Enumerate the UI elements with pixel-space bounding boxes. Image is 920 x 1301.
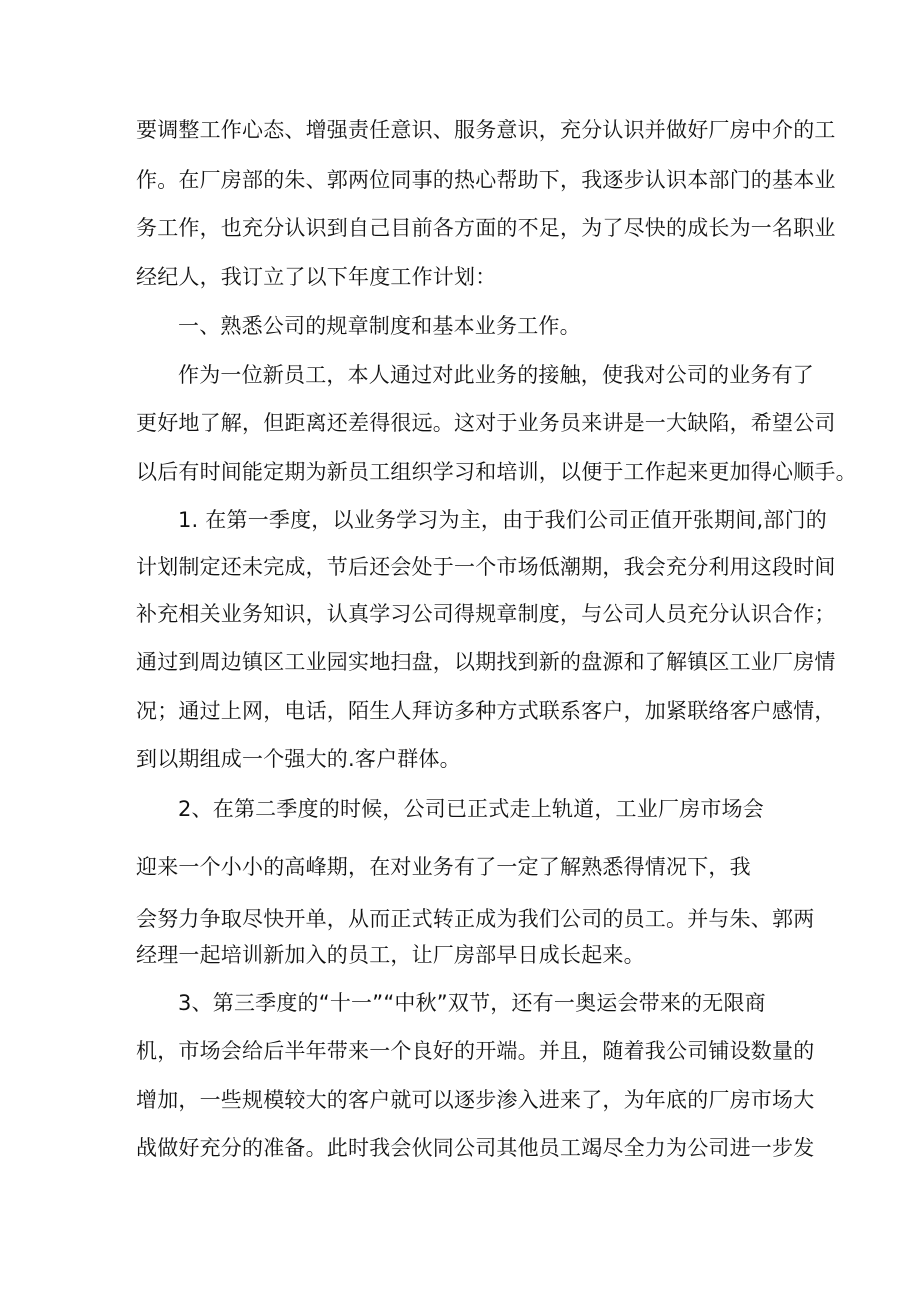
text-line: 通过到周边镇区工业园实地扫盘，以期找到新的盘源和了解镇区工业厂房情	[136, 650, 836, 674]
section-heading: 一、熟悉公司的规章制度和基本业务工作。	[178, 314, 581, 338]
text-line: 务工作，也充分认识到自己目前各方面的不足，为了尽快的成长为一名职业	[136, 216, 836, 240]
text-line: 补充相关业务知识，认真学习公司得规章制度，与公司人员充分认识合作；	[136, 602, 836, 626]
text-line: 战做好充分的准备。此时我会伙同公司其他员工竭尽全力为公司进一步发	[136, 1136, 815, 1160]
text-line: 作为一位新员工，本人通过对此业务的接触，使我对公司的业务有了	[178, 363, 814, 387]
text-line: 增加，一些规模较大的客户就可以逐步渗入进来了，为年底的厂房市场大	[136, 1088, 815, 1112]
text-line: 作。在厂房部的朱、郭两位同事的热心帮助下，我逐步认识本部门的基本业	[136, 168, 836, 192]
text-line: 3、第三季度的“十一”“中秋”双节，还有一奥运会带来的无限商	[178, 991, 766, 1015]
text-line: 会努力争取尽快开单，从而正式转正成为我们公司的员工。并与朱、郭两	[136, 907, 815, 931]
text-line: 2、在第二季度的时候，公司已正式走上轨道，工业厂房市场会	[178, 797, 764, 821]
text-line: 经纪人，我订立了以下年度工作计划：	[136, 265, 497, 289]
text-line: 到以期组成一个强大的.客户群体。	[136, 747, 461, 771]
text-line: 更好地了解，但距离还差得很远。这对于业务员来讲是一大缺陷，希望公司	[136, 411, 836, 435]
text-line: 计划制定还未完成，节后还会处于一个市场低潮期，我会充分利用这段时间	[136, 555, 836, 579]
text-line: 迎来一个小小的高峰期，在对业务有了一定了解熟悉得情况下，我	[136, 855, 751, 879]
text-line: 况；通过上网，电话，陌生人拜访多种方式联系客户，加紧联络客户感情，	[136, 699, 836, 723]
text-line: 机，市场会给后半年带来一个良好的开端。并且，随着我公司铺设数量的	[136, 1039, 815, 1063]
text-line: 经理一起培训新加入的员工，让厂房部早日成长起来。	[136, 943, 645, 967]
text-line: 1. 在第一季度，以业务学习为主，由于我们公司正值开张期间,部门的	[178, 508, 827, 532]
text-line: 要调整工作心态、增强责任意识、服务意识，充分认识并做好厂房中介的工	[136, 118, 836, 142]
text-line: 以后有时间能定期为新员工组织学习和培训，以便于工作起来更加得心顺手。	[136, 460, 857, 484]
